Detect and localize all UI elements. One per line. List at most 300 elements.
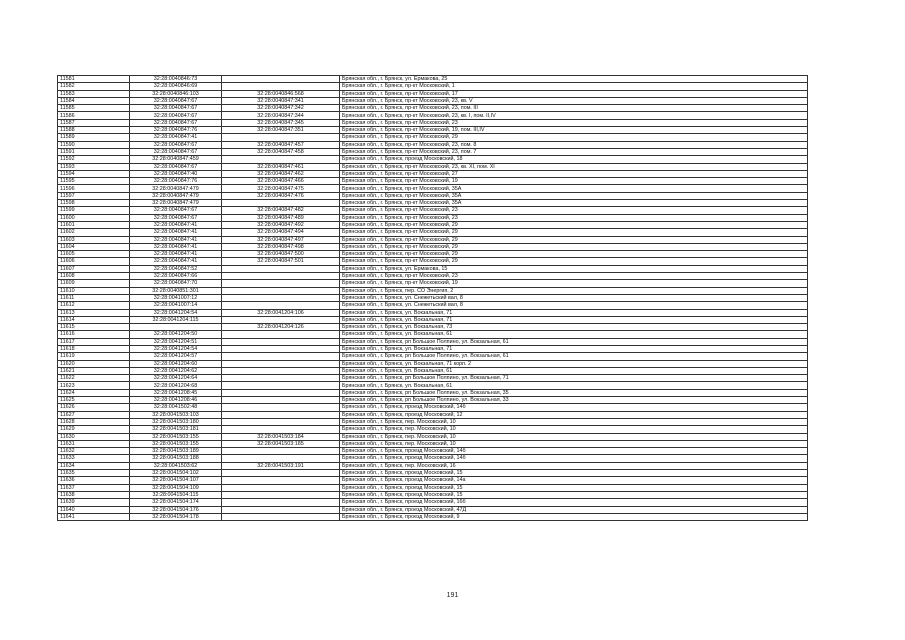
land-plot-cadastral-cell: 32:28:0040847:70: [130, 280, 222, 287]
row-number-cell: 11606: [58, 258, 130, 265]
object-cadastral-cell: [222, 382, 340, 389]
object-cadastral-cell: 32:28:0040847:341: [222, 97, 340, 104]
row-number-cell: 11598: [58, 200, 130, 207]
object-cadastral-cell: 32:28:0040847:482: [222, 207, 340, 214]
land-plot-cadastral-cell: 32:28:0040847:479: [130, 192, 222, 199]
table-row: [58, 324, 808, 331]
row-number-cell: 11608: [58, 273, 130, 280]
row-number-cell: 11634: [58, 462, 130, 469]
table-row: [58, 243, 808, 250]
row-number-cell: 11599: [58, 207, 130, 214]
object-cadastral-cell: [222, 338, 340, 345]
land-plot-cadastral-cell: 32:28:0040851:301: [130, 287, 222, 294]
object-cadastral-cell: 32:28:0040847:345: [222, 119, 340, 126]
row-number-cell: 11619: [58, 353, 130, 360]
table-row: [58, 192, 808, 199]
table-row: [58, 134, 808, 141]
land-plot-cadastral-cell: 32:28:0040847:41: [130, 258, 222, 265]
table-row: [58, 513, 808, 520]
row-number-cell: 11611: [58, 294, 130, 301]
land-plot-cadastral-cell: 32:28:0040847:67: [130, 141, 222, 148]
row-number-cell: 11622: [58, 375, 130, 382]
address-cell: Брянская обл., г. Брянск, пр-кт Московский, 19: [340, 178, 808, 185]
object-cadastral-cell: 32:28:0040847:500: [222, 251, 340, 258]
table-row: [58, 331, 808, 338]
address-cell: Брянская обл., г. Брянск, рп Большое Полпино, ул. Вокзальная, 71: [340, 375, 808, 382]
row-number-cell: 11604: [58, 243, 130, 250]
address-cell: Брянская обл., г. Брянск, пер. Московский, 10: [340, 433, 808, 440]
table-row: [58, 397, 808, 404]
table-row: [58, 156, 808, 163]
row-number-cell: 11641: [58, 513, 130, 520]
row-number-cell: 11623: [58, 382, 130, 389]
row-number-cell: 11594: [58, 170, 130, 177]
table-row: [58, 433, 808, 440]
object-cadastral-cell: 32:28:0040847:344: [222, 112, 340, 119]
object-cadastral-cell: [222, 353, 340, 360]
row-number-cell: 11607: [58, 265, 130, 272]
address-cell: Брянская обл., г. Брянск, пр-кт Московский, 35А: [340, 200, 808, 207]
object-cadastral-cell: [222, 375, 340, 382]
land-plot-cadastral-cell: 32:28:0040847:67: [130, 214, 222, 221]
table-row: [58, 141, 808, 148]
object-cadastral-cell: [222, 484, 340, 491]
row-number-cell: 11620: [58, 360, 130, 367]
land-plot-cadastral-cell: 32:28:0041503:180: [130, 418, 222, 425]
registry-table: [57, 75, 808, 521]
address-cell: Брянская обл., г. Брянск, пр-кт Московский, 29: [340, 229, 808, 236]
row-number-cell: 11596: [58, 185, 130, 192]
object-cadastral-cell: [222, 397, 340, 404]
object-cadastral-cell: 32:28:0040847:494: [222, 229, 340, 236]
land-plot-cadastral-cell: 32:28:0041503:62: [130, 462, 222, 469]
address-cell: Брянская обл., г. Брянск, ул. Вокзальная, 61: [340, 382, 808, 389]
row-number-cell: 11605: [58, 251, 130, 258]
object-cadastral-cell: [222, 455, 340, 462]
object-cadastral-cell: [222, 360, 340, 367]
land-plot-cadastral-cell: 32:28:0041204:64: [130, 375, 222, 382]
table-row: [58, 265, 808, 272]
land-plot-cadastral-cell: 32:28:0041504:115: [130, 491, 222, 498]
object-cadastral-cell: [222, 448, 340, 455]
land-plot-cadastral-cell: 32:28:0040847:41: [130, 221, 222, 228]
address-cell: Брянская обл., г. Брянск, ул. Вокзальная, 61: [340, 331, 808, 338]
table-row: [58, 448, 808, 455]
address-cell: Брянская обл., г. Брянск, рп Большое Полпино, ул. Вокзальная, 33: [340, 397, 808, 404]
address-cell: Брянская обл., г. Брянск, пр-кт Московский, 1: [340, 83, 808, 90]
land-plot-cadastral-cell: 32:28:0041204:54: [130, 309, 222, 316]
address-cell: Брянская обл., г. Брянск, ул. Вокзальная, 61: [340, 367, 808, 374]
object-cadastral-cell: 32:28:0040847:476: [222, 192, 340, 199]
table-row: [58, 491, 808, 498]
table-row: [58, 455, 808, 462]
land-plot-cadastral-cell: 32:28:0041504:174: [130, 499, 222, 506]
row-number-cell: 11584: [58, 97, 130, 104]
land-plot-cadastral-cell: 32:28:0040847:67: [130, 112, 222, 119]
address-cell: Брянская обл., г. Брянск, проезд Московский, 9: [340, 513, 808, 520]
table-row: [58, 273, 808, 280]
table-row: [58, 229, 808, 236]
object-cadastral-cell: [222, 404, 340, 411]
land-plot-cadastral-cell: 32:28:0040847:67: [130, 105, 222, 112]
table-row: [58, 207, 808, 214]
object-cadastral-cell: [222, 470, 340, 477]
address-cell: Брянская обл., г. Брянск, проезд Московский, 14а: [340, 477, 808, 484]
address-cell: Брянская обл., г. Брянск, проезд Московский, 15: [340, 470, 808, 477]
object-cadastral-cell: 32:28:0041503:184: [222, 433, 340, 440]
row-number-cell: 11626: [58, 404, 130, 411]
address-cell: Брянская обл., г. Брянск, проезд Московский, 16б: [340, 499, 808, 506]
table-row: [58, 90, 808, 97]
row-number-cell: 11640: [58, 506, 130, 513]
address-cell: Брянская обл., г. Брянск, ул. Вокзальная, 71: [340, 316, 808, 323]
row-number-cell: 11591: [58, 148, 130, 155]
table-row: [58, 506, 808, 513]
address-cell: Брянская обл., г. Брянск, пр-кт Московский, 23, пом. III: [340, 105, 808, 112]
row-number-cell: 11633: [58, 455, 130, 462]
object-cadastral-cell: [222, 418, 340, 425]
table-row: [58, 345, 808, 352]
object-cadastral-cell: [222, 280, 340, 287]
address-cell: Брянская обл., г. Брянск, пр-кт Московский, 27: [340, 170, 808, 177]
table-row: [58, 287, 808, 294]
address-cell: Брянская обл., г. Брянск, пр-кт Московский, 23, пом. 7: [340, 148, 808, 155]
land-plot-cadastral-cell: 32:28:0040847:479: [130, 200, 222, 207]
land-plot-cadastral-cell: 32:28:0041204:60: [130, 360, 222, 367]
land-plot-cadastral-cell: 32:28:0040847:67: [130, 119, 222, 126]
object-cadastral-cell: 32:28:0040847:497: [222, 236, 340, 243]
row-number-cell: 11616: [58, 331, 130, 338]
address-cell: Брянская обл., г. Брянск, проезд Московский, 14б: [340, 448, 808, 455]
address-cell: Брянская обл., г. Брянск, пр-кт Московский, 23, кв. I, пом. II,IV: [340, 112, 808, 119]
row-number-cell: 11629: [58, 426, 130, 433]
object-cadastral-cell: [222, 273, 340, 280]
row-number-cell: 11638: [58, 491, 130, 498]
object-cadastral-cell: 32:28:0040847:351: [222, 127, 340, 134]
land-plot-cadastral-cell: 32:28:0041503:188: [130, 455, 222, 462]
row-number-cell: 11621: [58, 367, 130, 374]
table-row: [58, 83, 808, 90]
address-cell: Брянская обл., г. Брянск, пр-кт Московский, 23: [340, 119, 808, 126]
object-cadastral-cell: [222, 287, 340, 294]
land-plot-cadastral-cell: 32:28:0040847:41: [130, 236, 222, 243]
address-cell: Брянская обл., г. Брянск, пр-кт Московский, 35А: [340, 185, 808, 192]
table-row: [58, 97, 808, 104]
object-cadastral-cell: 32:28:0040847:462: [222, 170, 340, 177]
object-cadastral-cell: 32:28:0040846:568: [222, 90, 340, 97]
address-cell: Брянская обл., г. Брянск, проезд Московский, 15: [340, 491, 808, 498]
table-row: [58, 76, 808, 83]
address-cell: Брянская обл., г. Брянск, пр-кт Московский, 23: [340, 273, 808, 280]
land-plot-cadastral-cell: 32:28:0041503:181: [130, 426, 222, 433]
land-plot-cadastral-cell: 32:28:0041504:176: [130, 506, 222, 513]
row-number-cell: 11614: [58, 316, 130, 323]
address-cell: Брянская обл., г. Брянск, пр-кт Московский, 29: [340, 243, 808, 250]
object-cadastral-cell: 32:28:0040847:342: [222, 105, 340, 112]
row-number-cell: 11582: [58, 83, 130, 90]
land-plot-cadastral-cell: 32:28:0040847:52: [130, 265, 222, 272]
row-number-cell: 11637: [58, 484, 130, 491]
row-number-cell: 11630: [58, 433, 130, 440]
address-cell: Брянская обл., г. Брянск, пер. СО Энергия, 2: [340, 287, 808, 294]
land-plot-cadastral-cell: 32:28:0040847:67: [130, 163, 222, 170]
table-row: [58, 178, 808, 185]
table-row: [58, 258, 808, 265]
address-cell: Брянская обл., г. Брянск, пр-кт Московский, 19: [340, 280, 808, 287]
row-number-cell: 11597: [58, 192, 130, 199]
table-row: [58, 119, 808, 126]
object-cadastral-cell: [222, 265, 340, 272]
object-cadastral-cell: 32:28:0040847:501: [222, 258, 340, 265]
address-cell: Брянская обл., г. Брянск, пр-кт Московский, 29: [340, 134, 808, 141]
object-cadastral-cell: 32:28:0040847:466: [222, 178, 340, 185]
address-cell: Брянская обл., г. Брянск, пр-кт Московский, 29: [340, 258, 808, 265]
object-cadastral-cell: 32:28:0040847:489: [222, 214, 340, 221]
row-number-cell: 11625: [58, 397, 130, 404]
address-cell: Брянская обл., г. Брянск, пр-кт Московский, 19, пом. III,IV: [340, 127, 808, 134]
table-row: [58, 280, 808, 287]
land-plot-cadastral-cell: 32:28:0041204:115: [130, 316, 222, 323]
object-cadastral-cell: [222, 411, 340, 418]
row-number-cell: 11639: [58, 499, 130, 506]
address-cell: Брянская обл., г. Брянск, пр-кт Московский, 23, кв. V: [340, 97, 808, 104]
address-cell: Брянская обл., г. Брянск, проезд Московский, 47Д: [340, 506, 808, 513]
row-number-cell: 11615: [58, 324, 130, 331]
object-cadastral-cell: [222, 294, 340, 301]
row-number-cell: 11601: [58, 221, 130, 228]
page-number: 191: [446, 592, 459, 599]
table-row: [58, 375, 808, 382]
address-cell: Брянская обл., г. Брянск, ул. Вокзальная, 73: [340, 324, 808, 331]
object-cadastral-cell: 32:28:0040847:457: [222, 141, 340, 148]
row-number-cell: 11627: [58, 411, 130, 418]
land-plot-cadastral-cell: 32:28:0040847:479: [130, 185, 222, 192]
land-plot-cadastral-cell: 32:28:0040847:76: [130, 178, 222, 185]
table-row: [58, 316, 808, 323]
object-cadastral-cell: [222, 513, 340, 520]
object-cadastral-cell: [222, 331, 340, 338]
address-cell: Брянская обл., г. Брянск, ул. Снежетьский вал, 8: [340, 294, 808, 301]
row-number-cell: 11602: [58, 229, 130, 236]
table-row: [58, 470, 808, 477]
land-plot-cadastral-cell: 32:28:0040846:103: [130, 90, 222, 97]
table-row: [58, 484, 808, 491]
row-number-cell: 11613: [58, 309, 130, 316]
land-plot-cadastral-cell: 32:28:0041503:155: [130, 433, 222, 440]
table-row: [58, 163, 808, 170]
table-row: [58, 499, 808, 506]
row-number-cell: 11610: [58, 287, 130, 294]
table-row: [58, 367, 808, 374]
row-number-cell: 11592: [58, 156, 130, 163]
object-cadastral-cell: 32:28:0040847:461: [222, 163, 340, 170]
land-plot-cadastral-cell: [130, 324, 222, 331]
table-row: [58, 440, 808, 447]
table-row: [58, 477, 808, 484]
address-cell: Брянская обл., г. Брянск, ул. Вокзальная, 71 корп. 2: [340, 360, 808, 367]
object-cadastral-cell: 32:28:0041204:126: [222, 324, 340, 331]
row-number-cell: 11583: [58, 90, 130, 97]
row-number-cell: 11603: [58, 236, 130, 243]
row-number-cell: 11612: [58, 302, 130, 309]
object-cadastral-cell: [222, 506, 340, 513]
address-cell: Брянская обл., г. Брянск, пр-кт Московский, 35А: [340, 192, 808, 199]
table-row: [58, 294, 808, 301]
object-cadastral-cell: [222, 76, 340, 83]
table-row: [58, 426, 808, 433]
object-cadastral-cell: 32:28:0041503:191: [222, 462, 340, 469]
land-plot-cadastral-cell: 32:28:0041504:107: [130, 477, 222, 484]
address-cell: Брянская обл., г. Брянск, пр-кт Московский, 23, пом. 8: [340, 141, 808, 148]
object-cadastral-cell: 32:28:0040847:492: [222, 221, 340, 228]
address-cell: Брянская обл., г. Брянск, пр-кт Московский, 23: [340, 214, 808, 221]
row-number-cell: 11590: [58, 141, 130, 148]
address-cell: Брянская обл., г. Брянск, пр-кт Московский, 23: [340, 207, 808, 214]
row-number-cell: 11581: [58, 76, 130, 83]
object-cadastral-cell: 32:28:0040847:498: [222, 243, 340, 250]
address-cell: Брянская обл., г. Брянск, пер. Московский, 10: [340, 418, 808, 425]
address-cell: Брянская обл., г. Брянск, проезд Московский, 18: [340, 156, 808, 163]
land-plot-cadastral-cell: 32:28:0041504:109: [130, 484, 222, 491]
object-cadastral-cell: [222, 316, 340, 323]
object-cadastral-cell: 32:28:0041204:106: [222, 309, 340, 316]
address-cell: Брянская обл., г. Брянск, рп Большое Полпино, ул. Вокзальная, 35: [340, 389, 808, 396]
land-plot-cadastral-cell: 32:28:0040847:41: [130, 229, 222, 236]
address-cell: Брянская обл., г. Брянск, пер. Московский, 10: [340, 440, 808, 447]
address-cell: Брянская обл., г. Брянск, пр-кт Московский, 29: [340, 236, 808, 243]
land-plot-cadastral-cell: 32:28:0041007:14: [130, 302, 222, 309]
row-number-cell: 11617: [58, 338, 130, 345]
land-plot-cadastral-cell: 32:28:0041204:54: [130, 345, 222, 352]
land-plot-cadastral-cell: 32:28:0041208:46: [130, 397, 222, 404]
row-number-cell: 11624: [58, 389, 130, 396]
table-row: [58, 185, 808, 192]
row-number-cell: 11618: [58, 345, 130, 352]
row-number-cell: 11593: [58, 163, 130, 170]
object-cadastral-cell: [222, 367, 340, 374]
row-number-cell: 11636: [58, 477, 130, 484]
address-cell: Брянская обл., г. Брянск, пер. Московский, 16: [340, 462, 808, 469]
land-plot-cadastral-cell: 32:28:0041503:103: [130, 411, 222, 418]
table-row: [58, 389, 808, 396]
row-number-cell: 11587: [58, 119, 130, 126]
table-row: [58, 382, 808, 389]
table-row: [58, 418, 808, 425]
object-cadastral-cell: [222, 302, 340, 309]
row-number-cell: 11631: [58, 440, 130, 447]
row-number-cell: 11585: [58, 105, 130, 112]
land-plot-cadastral-cell: 32:28:0041204:51: [130, 338, 222, 345]
table-row: [58, 251, 808, 258]
land-plot-cadastral-cell: 32:28:0040846:73: [130, 76, 222, 83]
land-plot-cadastral-cell: 32:28:0040847:67: [130, 97, 222, 104]
land-plot-cadastral-cell: 32:28:0040847:76: [130, 127, 222, 134]
address-cell: Брянская обл., г. Брянск, ул. Вокзальная, 71: [340, 309, 808, 316]
land-plot-cadastral-cell: 32:28:0041007:12: [130, 294, 222, 301]
object-cadastral-cell: 32:28:0040847:458: [222, 148, 340, 155]
address-cell: Брянская обл., г. Брянск, пер. Московский, 10: [340, 426, 808, 433]
address-cell: Брянская обл., г. Брянск, ул. Ермакова, 15: [340, 265, 808, 272]
row-number-cell: 11635: [58, 470, 130, 477]
object-cadastral-cell: [222, 345, 340, 352]
object-cadastral-cell: [222, 200, 340, 207]
land-plot-cadastral-cell: 32:28:0041204:50: [130, 331, 222, 338]
object-cadastral-cell: [222, 499, 340, 506]
land-plot-cadastral-cell: 32:28:0040847:41: [130, 251, 222, 258]
table-row: [58, 309, 808, 316]
table-row: [58, 338, 808, 345]
land-plot-cadastral-cell: 32:28:0041204:68: [130, 382, 222, 389]
land-plot-cadastral-cell: 32:28:0041503:155: [130, 440, 222, 447]
address-cell: Брянская обл., г. Брянск, пр-кт Московский, 29: [340, 221, 808, 228]
object-cadastral-cell: [222, 491, 340, 498]
table-row: [58, 411, 808, 418]
object-cadastral-cell: 32:28:0040847:475: [222, 185, 340, 192]
object-cadastral-cell: [222, 83, 340, 90]
land-plot-cadastral-cell: 32:28:0041504:102: [130, 470, 222, 477]
address-cell: Брянская обл., г. Брянск, проезд Московский, 14б: [340, 404, 808, 411]
table-row: [58, 353, 808, 360]
land-plot-cadastral-cell: 32:28:0041503:189: [130, 448, 222, 455]
object-cadastral-cell: [222, 156, 340, 163]
table-row: [58, 236, 808, 243]
land-plot-cadastral-cell: 32:28:0041204:62: [130, 367, 222, 374]
address-cell: Брянская обл., г. Брянск, ул. Снежетьский вал, 8: [340, 302, 808, 309]
table-row: [58, 148, 808, 155]
address-cell: Брянская обл., г. Брянск, проезд Московский, 14б: [340, 455, 808, 462]
table-row: [58, 462, 808, 469]
row-number-cell: 11586: [58, 112, 130, 119]
row-number-cell: 11588: [58, 127, 130, 134]
land-plot-cadastral-cell: 32:28:0040846:69: [130, 83, 222, 90]
table-row: [58, 302, 808, 309]
land-plot-cadastral-cell: 32:28:0040847:40: [130, 170, 222, 177]
object-cadastral-cell: [222, 477, 340, 484]
land-plot-cadastral-cell: 32:28:0040847:67: [130, 148, 222, 155]
table-row: [58, 170, 808, 177]
object-cadastral-cell: [222, 426, 340, 433]
address-cell: Брянская обл., г. Брянск, рп Большое Полпино, ул. Вокзальная, 61: [340, 353, 808, 360]
land-plot-cadastral-cell: 32:28:0040847:66: [130, 273, 222, 280]
table-row: [58, 404, 808, 411]
land-plot-cadastral-cell: 32:28:0041208:45: [130, 389, 222, 396]
address-cell: Брянская обл., г. Брянск, ул. Вокзальная, 71: [340, 345, 808, 352]
object-cadastral-cell: 32:28:0041503:185: [222, 440, 340, 447]
table-row: [58, 214, 808, 221]
object-cadastral-cell: [222, 134, 340, 141]
row-number-cell: 11600: [58, 214, 130, 221]
address-cell: Брянская обл., г. Брянск, рп Большое Полпино, ул. Вокзальная, 61: [340, 338, 808, 345]
land-plot-cadastral-cell: 32:28:0040847:67: [130, 207, 222, 214]
land-plot-cadastral-cell: 32:28:0040847:41: [130, 243, 222, 250]
table-row: [58, 200, 808, 207]
table-row: [58, 127, 808, 134]
land-plot-cadastral-cell: 32:28:0041504:178: [130, 513, 222, 520]
address-cell: Брянская обл., г. Брянск, проезд Московский, 12: [340, 411, 808, 418]
row-number-cell: 11609: [58, 280, 130, 287]
row-number-cell: 11628: [58, 418, 130, 425]
land-plot-cadastral-cell: 32:28:0041502:48: [130, 404, 222, 411]
address-cell: Брянская обл., г. Брянск, ул. Ермакова, 25: [340, 76, 808, 83]
registry-table-body: [58, 76, 808, 521]
address-cell: Брянская обл., г. Брянск, пр-кт Московский, 17: [340, 90, 808, 97]
table-row: [58, 105, 808, 112]
land-plot-cadastral-cell: 32:28:0041204:57: [130, 353, 222, 360]
row-number-cell: 11595: [58, 178, 130, 185]
table-row: [58, 360, 808, 367]
address-cell: Брянская обл., г. Брянск, проезд Московский, 15: [340, 484, 808, 491]
table-row: [58, 112, 808, 119]
